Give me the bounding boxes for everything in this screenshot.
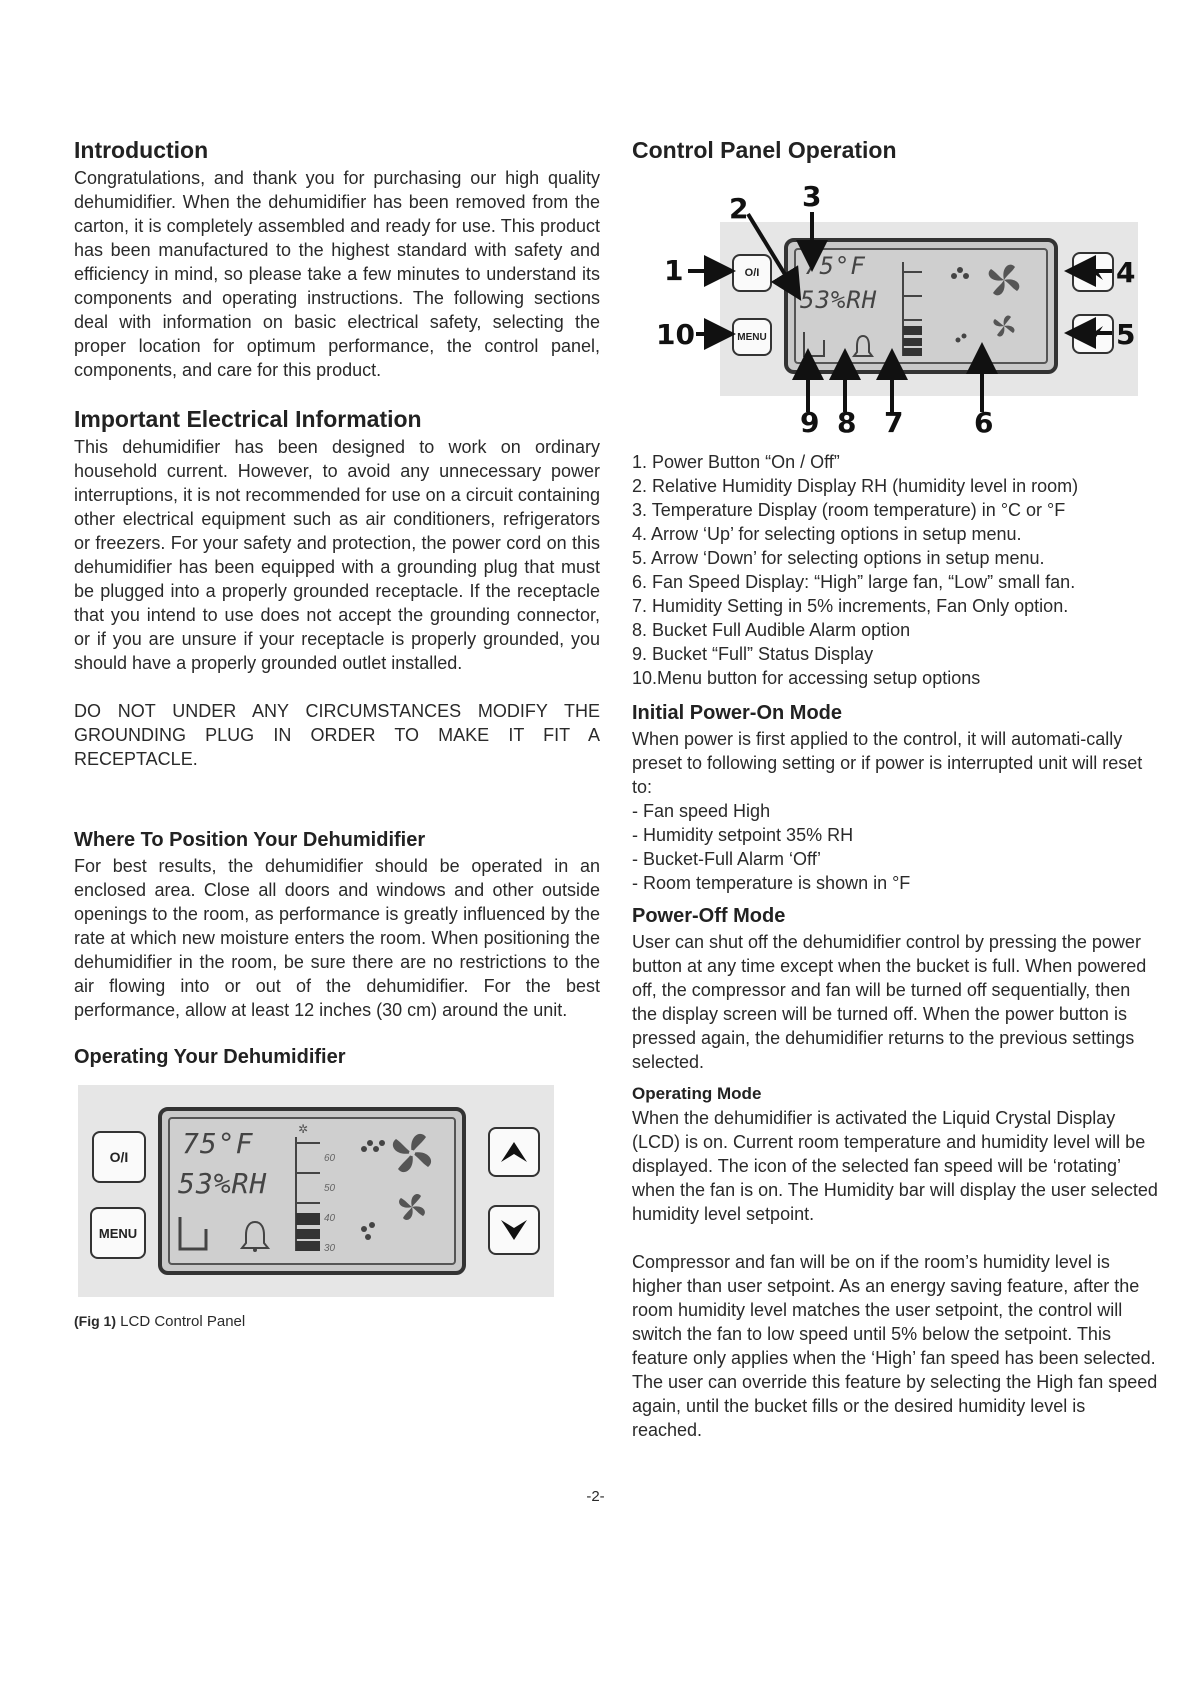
- tick-50: 50: [324, 1183, 336, 1194]
- tick-60: 60: [324, 1153, 336, 1164]
- callout-7: 7: [884, 406, 904, 439]
- poweroff-heading: Power-Off Mode: [632, 905, 786, 927]
- position-body: For best results, the dehumidifier should be operated in an enclosed area. Close all doors and windows and other outside openings to the room, as performance is greatly influenced by the rate at which new moisture enters the room. When positioning the dehumidifier in the room, be sure there are no restrictions to the air flowing into or out of the dehumidifier. For the best performance, allow at least 12 inches (30 cm) around the unit.: [74, 856, 600, 1020]
- position-heading: Where To Position Your Dehumidifier: [74, 829, 426, 851]
- poweron-item: - Room temperature is shown in °F: [632, 873, 911, 893]
- electrical-body: This dehumidifier has been designed to work on ordinary household current. However, to avoid any unnecessary power interruptions, it is not recommended for use on a circuit containing other electrical equipment such as air conditioners, refrigerators or freezers. For your safety and protection, the power cord on this dehumidifier has been equipped with a grounding plug that must be plugged into a properly grounded receptacle. If the receptacle that you intend to use does not accept the grounding connector, or if you are unsure if your receptacle is properly grounded, you should have a properly grounded outlet installed.: [74, 437, 600, 673]
- legend-item: 10.Menu button for accessing setup options: [632, 668, 981, 688]
- callout-2: 2: [729, 192, 749, 225]
- poweron-item: - Humidity setpoint 35% RH: [632, 825, 854, 845]
- tick-40: 40: [324, 1213, 336, 1224]
- up-arrow-button[interactable]: [488, 1127, 540, 1177]
- legend-item: 7. Humidity Setting in 5% increments, Fan Only option.: [632, 596, 1069, 616]
- figure-caption: [74, 1313, 600, 1330]
- figure-caption-text: LCD Control Panel: [120, 1313, 246, 1330]
- diagram-temperature-readout: 75°F: [804, 252, 866, 280]
- callout-9: 9: [800, 406, 820, 439]
- bucket-full-icon: [178, 1215, 210, 1253]
- callout-8: 8: [837, 406, 857, 439]
- callout-4: 4: [1116, 256, 1136, 289]
- left-column: [74, 137, 600, 1330]
- lcd-screen: [158, 1107, 466, 1275]
- callout-arrows: [632, 166, 1158, 438]
- lcd-figure: [78, 1085, 554, 1297]
- legend-item: 3. Temperature Display (room temperature) in °C or °F: [632, 500, 1066, 520]
- legend-item: 1. Power Button “On / Off”: [632, 452, 840, 472]
- poweron-item: - Fan speed High: [632, 801, 771, 821]
- diagram-humidity-readout: 53%RH: [800, 286, 878, 314]
- legend-item: 4. Arrow ‘Up’ for selecting options in setup menu.: [632, 524, 1022, 544]
- opmode-body-2: Compressor and fan will be on if the room’s humidity level is higher than user setpoint. As an energy saving feature, after the room humidity level matches the user setpoint, the control will switch the fan to low speed until 5% below the setpoint. This feature only applies when the ‘High’ fan speed has been selected. The user can override this feature by selecting the High fan speed again, until the bucket fills or the desired humidity level is reached.: [632, 1252, 1158, 1440]
- fan-low-icon: [358, 1191, 438, 1261]
- poweron-heading: Initial Power-On Mode: [632, 702, 843, 724]
- intro-heading: Introduction: [74, 137, 209, 163]
- temperature-readout: 75°F: [182, 1127, 254, 1160]
- poweron-body: When power is first applied to the control, it will automati-cally preset to following setting or if power is interrupted unit will reset to:: [632, 729, 1143, 797]
- legend-item: 5. Arrow ‘Down’ for selecting options in setup menu.: [632, 548, 1045, 568]
- down-arrow-button[interactable]: [488, 1205, 540, 1255]
- power-button[interactable]: O/I: [92, 1131, 146, 1183]
- svg-text:✲: ✲: [298, 1122, 309, 1136]
- operating-heading: Operating Your Dehumidifier: [74, 1046, 346, 1068]
- callout-5: 5: [1116, 318, 1136, 351]
- opmode-heading: Operating Mode: [632, 1084, 762, 1103]
- control-legend: [632, 450, 1158, 690]
- callout-3: 3: [802, 180, 822, 213]
- humidity-bar: [292, 1121, 362, 1261]
- humidity-readout: 53%RH: [178, 1167, 268, 1200]
- up-arrow-icon: [499, 1140, 529, 1164]
- tick-30: 30: [324, 1243, 336, 1254]
- legend-item: 2. Relative Humidity Display RH (humidity level in room): [632, 476, 1079, 496]
- control-diagram: [632, 166, 1158, 438]
- intro-body: Congratulations, and thank you for purchasing our high quality dehumidifier. When the dehumidifier has been removed from the carton, it is completely assembled and ready for use. This product has been manufactured to the highest standard with safety and efficiency in mind, so please take a few minutes to understand its components and operating instructions. The following sections deal with information on basic electrical safety, selecting the proper location for optimum performance, the control panel, components, and care for this product.: [74, 168, 600, 380]
- fan-high-icon: [358, 1123, 438, 1193]
- diagram-power-button[interactable]: O/I: [732, 254, 772, 292]
- electrical-warning: DO NOT UNDER ANY CIRCUMSTANCES MODIFY THE GROUNDING PLUG IN ORDER TO MAKE IT FIT A RECEPTACLE.: [74, 701, 600, 769]
- callout-6: 6: [974, 406, 994, 439]
- callout-10: 10: [656, 318, 695, 351]
- electrical-heading: Important Electrical Information: [74, 406, 422, 432]
- legend-item: 9. Bucket “Full” Status Display: [632, 644, 874, 664]
- alarm-bell-icon: [240, 1219, 270, 1253]
- poweroff-body: User can shut off the dehumidifier control by pressing the power button at any time except when the bucket is full. When powered off, the compressor and fan will be turned off sequentially, then the display screen will be turned off. When the power button is pressed again, the dehumidifier returns to the previous settings selected.: [632, 932, 1147, 1072]
- figure-label: (Fig 1): [74, 1313, 116, 1329]
- page-number: -2-: [586, 1488, 605, 1505]
- right-column: [632, 137, 1158, 1442]
- callout-1: 1: [664, 254, 684, 287]
- control-heading: Control Panel Operation: [632, 137, 897, 163]
- down-arrow-icon: [499, 1218, 529, 1242]
- diagram-menu-button[interactable]: MENU: [732, 318, 772, 356]
- opmode-body-1: When the dehumidifier is activated the Liquid Crystal Display (LCD) is on. Current room temperature and humidity level will be displayed. The icon of the selected fan speed will be ‘rotating’ when the fan is on. The Humidity bar will display the user selected humidity level setpoint.: [632, 1108, 1158, 1224]
- poweron-item: - Bucket-Full Alarm ‘Off’: [632, 849, 822, 869]
- menu-button[interactable]: MENU: [90, 1207, 146, 1259]
- legend-item: 6. Fan Speed Display: “High” large fan, “Low” small fan.: [632, 572, 1076, 592]
- legend-item: 8. Bucket Full Audible Alarm option: [632, 620, 911, 640]
